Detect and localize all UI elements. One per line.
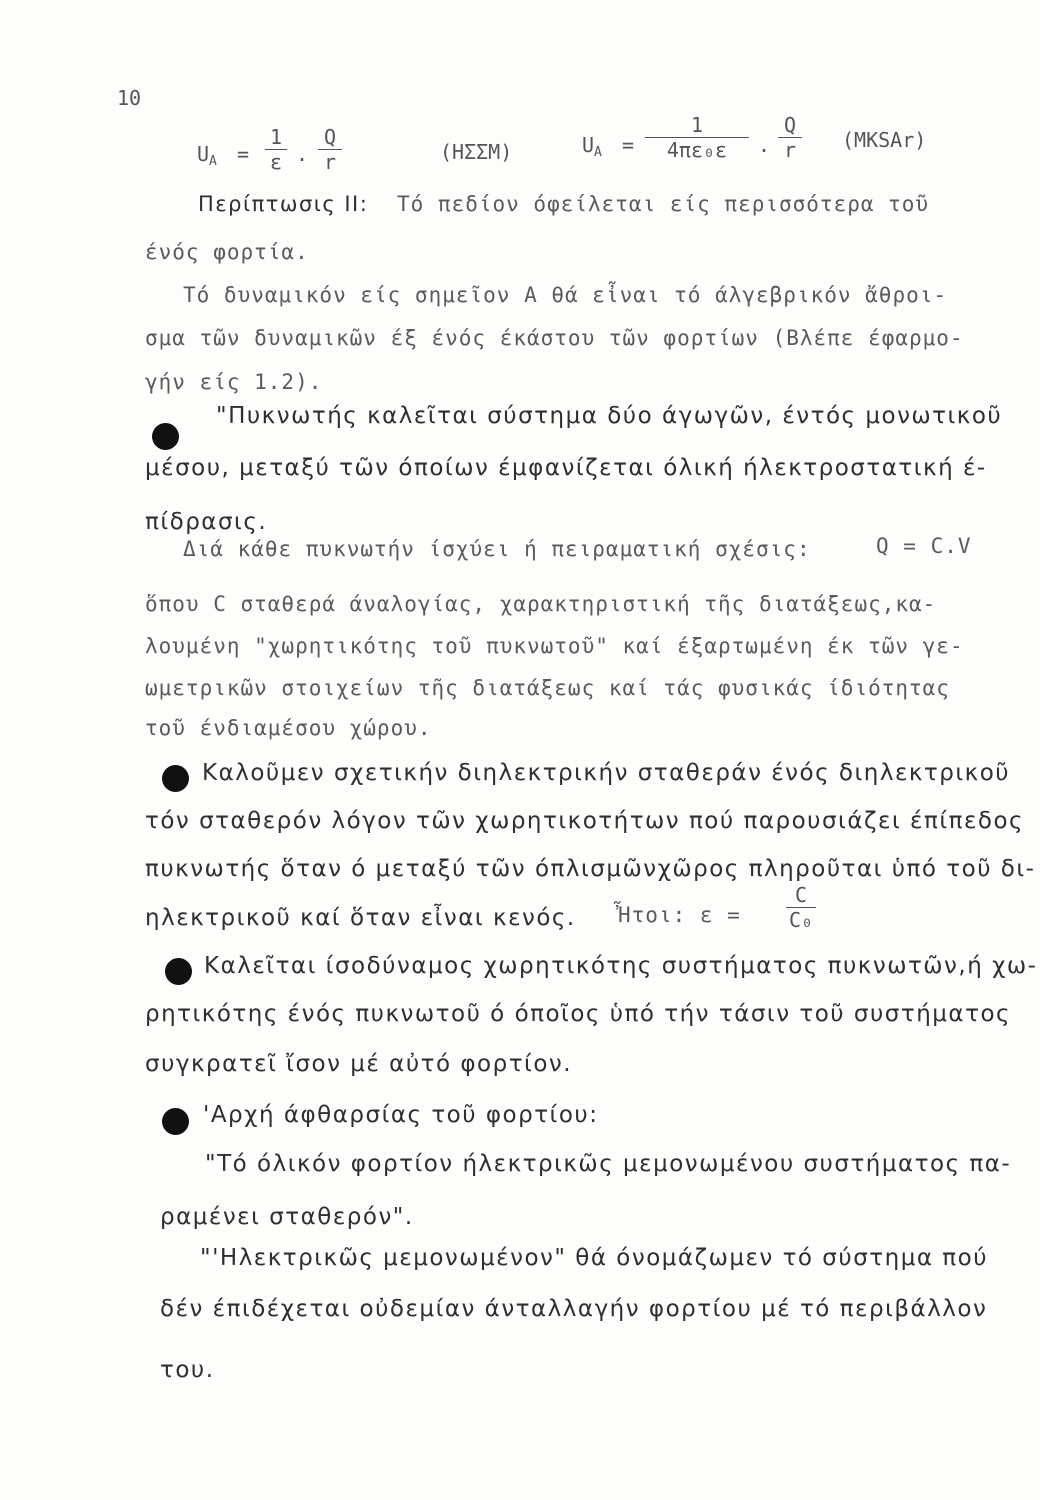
- text-line: τοῦ ένδιαμέσου χώρου.: [145, 716, 432, 740]
- formula-mksar-frac2: $\frac{Q}{r}$: [778, 114, 802, 162]
- definition-line: μέσου, μεταξύ τῶν όποίων έμφανίζεται όλική ήλεκτροστατική έ-: [145, 455, 987, 481]
- bullet-marker: [162, 1108, 189, 1135]
- epsilon-fraction: $\frac{C}{\text{C₀}}$: [786, 884, 816, 932]
- text-line: γήν είς 1.2).: [145, 370, 323, 394]
- definition-line: πίδρασις.: [145, 509, 268, 535]
- formula-hssm-lhs: $U_A$: [197, 142, 217, 169]
- formula-hssm-frac2: $\frac{Q}{r}$: [318, 126, 342, 174]
- bullet-marker: [152, 423, 179, 450]
- formula-hssm-frac1: $\frac{1}{\varepsilon}$: [265, 126, 287, 174]
- definition-line: "Πυκνωτής καλεῖται σύστημα δύο άγωγῶν, έντός μονωτικοῦ: [216, 403, 1003, 429]
- principle-heading: 'Αρχή άφθαρσίας τοῦ φορτίου:: [203, 1102, 599, 1128]
- definition-line: ηλεκτρικοῦ καί ὅταν εἶναι κενός.: [145, 905, 576, 931]
- definition-line: Καλοῦμεν σχετικήν διηλεκτρικήν σταθεράν ένός διηλεκτρικοῦ: [202, 760, 1011, 786]
- formula-hssm-dot: .: [296, 142, 309, 166]
- definition-line: ρητικότης ένός πυκνωτοῦ ό όποῖος ὑπό τήν τάσιν τοῦ συστήματος: [145, 1001, 1012, 1027]
- definition-line: "Τό όλικόν φορτίον ήλεκτρικῶς μεμονωμένου συστήματος πα-: [205, 1151, 1012, 1177]
- text-line: ωμετρικῶν στοιχείων τῆς διατάξεως καί τάς φυσικάς ίδιότητας: [145, 676, 950, 700]
- equation-epsilon: Ἦτοι: ε =: [618, 903, 741, 927]
- formula-hssm-system: (ΗΣΣΜ): [440, 140, 513, 164]
- definition-line: δέν έπιδέχεται οὐδεμίαν άνταλλαγήν φορτίου μέ τό περιβάλλον: [160, 1296, 988, 1322]
- text-line: Διά κάθε πυκνωτήν ίσχύει ή πειραματική σχέσις:: [183, 537, 811, 561]
- definition-line: του.: [160, 1357, 215, 1383]
- definition-line: ραμένει σταθερόν".: [160, 1204, 414, 1230]
- text-line: Τό δυναμικόν είς σημεῖον Α θά εἶναι τό άλγεβρικόν ἄθροι-: [183, 283, 948, 307]
- definition-line: πυκνωτής ὅταν ό μεταξύ τῶν όπλισμῶνχῶρος πληροῦται ὑπό τοῦ δι-: [145, 856, 1036, 882]
- definition-line: Καλεῖται ίσοδύναμος χωρητικότης συστήματος πυκνωτῶν,ή χω-: [204, 953, 1038, 979]
- text-line: Τό πεδίον όφείλεται είς περισσότερα τοῦ: [397, 192, 930, 216]
- text-line: ένός φορτία.: [145, 240, 309, 264]
- text-line: λουμένη "χωρητικότης τοῦ πυκνωτοῦ" καί έξαρτωμένη έκ τῶν γε-: [145, 634, 964, 658]
- bullet-marker: [162, 765, 189, 792]
- formula-mksar-system: (MKSAr): [842, 128, 927, 152]
- formula-mksar-eq: =: [622, 133, 635, 157]
- definition-line: "'Ηλεκτρικῶς μεμονωμένον" θά όνομάζωμεν τό σύστημα πού: [200, 1245, 989, 1271]
- formula-mksar-lhs: $U_A$: [582, 133, 602, 160]
- definition-line: συγκρατεῖ ἴσον μέ αὐτό φορτίον.: [145, 1051, 573, 1077]
- bullet-marker: [165, 958, 192, 985]
- case-heading: Περίπτωσις ΙΙ:: [198, 192, 369, 216]
- equation-qcv: Q = C.V: [876, 534, 972, 558]
- formula-mksar-dot: .: [758, 133, 771, 157]
- text-line: ὅπου C σταθερά άναλογίας, χαρακτηριστική τῆς διατάξεως,κα-: [145, 592, 937, 616]
- formula-mksar-frac1: $\frac{1}{\text{4πε₀ε}}$: [645, 114, 749, 162]
- definition-line: τόν σταθερόν λόγον τῶν χωρητικοτήτων πού παρουσιάζει έπίπεδος: [145, 808, 1025, 834]
- page-number: 10: [117, 86, 142, 110]
- text-line: σμα τῶν δυναμικῶν έξ ένός έκάστου τῶν φορτίων (Βλέπε έφαρμο-: [145, 326, 964, 350]
- formula-hssm-eq: =: [237, 142, 250, 166]
